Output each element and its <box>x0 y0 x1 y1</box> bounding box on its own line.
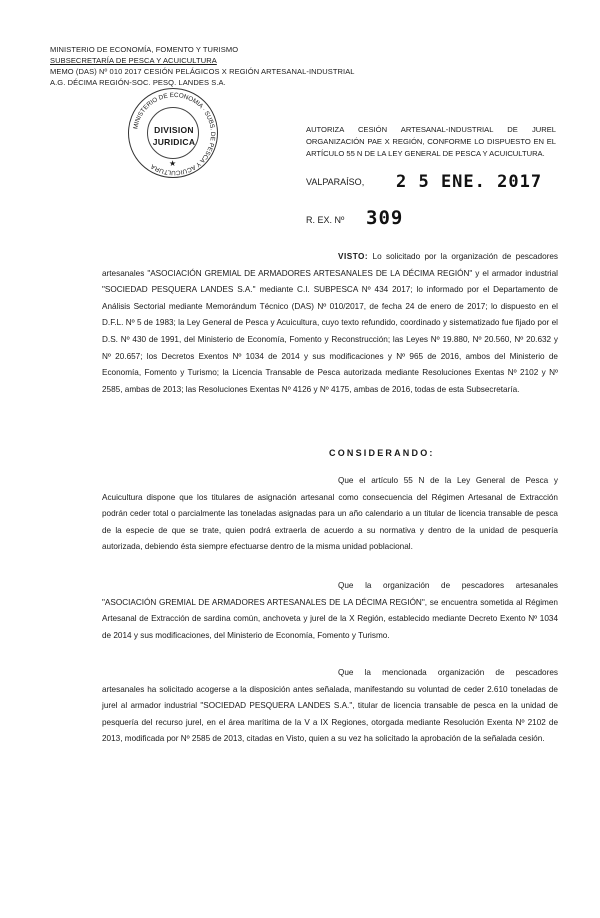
seal-ring-text: MINISTERIO DE ECONOMIA · SUBS. DE PESCA Y ACUICULTURA <box>132 91 217 177</box>
letterhead-subsecretariat: SUBSECRETARÍA DE PESCA Y ACUICULTURA <box>50 56 217 65</box>
seal-line-juridica: JURIDICA <box>152 137 196 147</box>
date-stamp: 2 5 ENE. 2017 <box>396 172 543 192</box>
visto-label: VISTO: <box>338 252 369 261</box>
visto-text: Lo solicitado por la organización de pescadores artesanales "ASOCIACIÓN GREMIAL DE ARMADORES ARTESANALES DE LA DÉCIMA REGIÓN" y el armador industrial "SOCIEDAD PESQUERA LANDES S.A." mediante C.I. SUBPESCA Nº 434 2017; lo informado por el Departamento de Análisis Sectorial mediante Memorándum Técnico (DAS) Nº 010/2017, de fecha 24 de enero de 2017; lo dispuesto en el D.F.L. Nº 5 de 1983; la Ley General de Pesca y Acuicultura, cuyo texto refundido, coordinado y sistematizado fue fijado por el D.S. Nº 430 de 1991, del Ministerio de Economía, Fomento y Reconstrucción; las Leyes Nº 19.880, Nº 20.560, Nº 20.632 y Nº 20.657; los Decretos Exentos Nº 1034 de 2014 y sus modificaciones y Nº 965 de 2016, ambos del Ministerio de Economía, Fomento y Turismo; la Licencia Transable de Pesca autorizada mediante Resoluciones Exentas Nº 2102 y Nº 2585, ambas de 2013; las Resoluciones Exentas Nº 4126 y Nº 4175, ambas de 2016, todas de esta Subsecretaría. <box>102 252 558 394</box>
letterhead-parties: A.G. DÉCIMA REGIÓN-SOC. PESQ. LANDES S.A. <box>50 78 226 87</box>
letterhead-memo-ref: MEMO (DAS) Nº 010 2017 CESIÓN PELÁGICOS X REGIÓN ARTESANAL-INDUSTRIAL <box>50 67 355 76</box>
considerando-heading: CONSIDERANDO: <box>329 448 435 458</box>
division-juridica-seal <box>128 88 218 178</box>
star-icon: ★ <box>169 159 177 168</box>
considerando-paragraph-2: Que la organización de pescadores artesanales "ASOCIACIÓN GREMIAL DE ARMADORES ARTESANALES DE LA DÉCIMA REGIÓN", se encuentra sometida al Régimen Artesanal de Extracción de sardina común, anchoveta y jurel de la X Región, establecido mediante Decreto Exento Nº 1034 de 2014 y sus modificaciones, del Ministerio de Economía, Fomento y Turismo. <box>102 581 558 640</box>
rex-number: 309 <box>366 207 404 229</box>
visto-paragraph <box>102 249 558 398</box>
considerando-paragraph-3: Que la mencionada organización de pescadores artesanales ha solicitado acogerse a la disposición antes señalada, manifestando su voluntad de ceder 2.610 toneladas de jurel al armador industrial "SOCIEDAD PESQUERA LANDES S.A.", titular de licencia transable de pesca en la unidad de pesquería del recurso jurel, en el área marítima de la V a IX Regiones, otorgada mediante Resolución Exenta Nº 2102 de 2013, modificada por Nº 2585 de 2013, citadas en Visto, quien a su vez ha solicitado la aprobación de la señalada cesión. <box>102 668 558 744</box>
resolution-subject: AUTORIZA CESIÓN ARTESANAL-INDUSTRIAL DE JUREL ORGANIZACIÓN PAE X REGIÓN, CONFORME LO DISPUESTO EN EL ARTÍCULO 55 N DE LA LEY GENERAL DE PESCA Y ACUICULTURA. <box>306 125 556 158</box>
letterhead-ministry: MINISTERIO DE ECONOMÍA, FOMENTO Y TURISMO <box>50 45 239 54</box>
rex-label: R. EX. Nº <box>306 215 345 225</box>
letterhead <box>50 44 355 88</box>
considerando-paragraph-1: Que el artículo 55 N de la Ley General de Pesca y Acuicultura dispone que los titulares de asignación artesanal como consecuencia del Régimen Artesanal de Extracción podrán ceder total o parcialmente las toneladas asignadas para un año calendario a un titular de licencia transable de pesca de la especie de que se trate, quien podrá extraerla de acuerdo a su normativa y dentro de la unidad de pesquería autorizada, debiendo ésta siempre efectuarse dentro de la misma unidad poblacional. <box>102 476 558 552</box>
place-label: VALPARAÍSO, <box>306 177 365 187</box>
seal-line-division: DIVISION <box>154 125 194 135</box>
